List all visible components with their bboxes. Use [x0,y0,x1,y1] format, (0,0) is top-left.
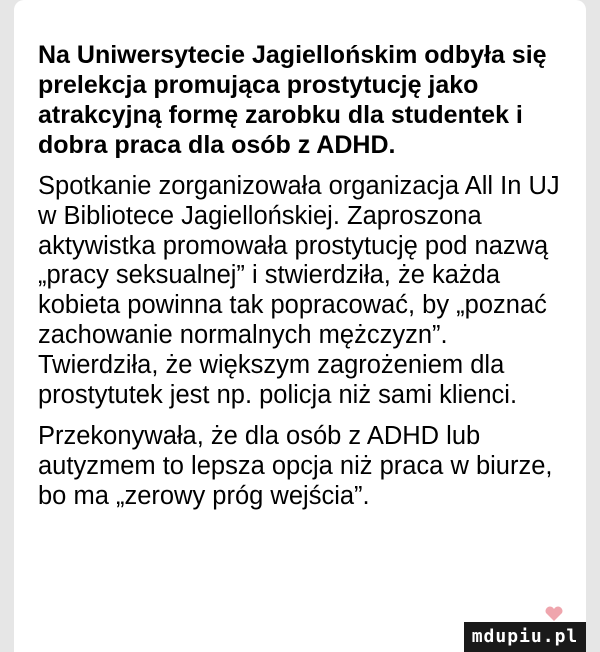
post-content [38,40,568,512]
watermark-logo[interactable]: mdupiu.pl [464,622,586,652]
post-paragraph-1: Spotkanie zorganizowała organizacja All In UJ w Bibliotece Jagiellońskiej. Zaproszona aktywistka promowała prostytucję pod nazwą „pracy seksualnej” i stwierdziła, że każda kobieta powinna tak popracować, by „poznać zachowanie normalnych mężczyzn”. Twierdziła, że większym zagrożeniem dla prostytutek jest np. policja niż sami klienci. [38,172,560,409]
heart-icon [544,606,564,622]
post-card [14,0,586,652]
post-headline: Na Uniwersytecie Jagiellońskim odbyła się prelekcja promująca prostytucję jako atrakcyjną formę zarobku dla studentek i dobra praca dla osób z ADHD. [38,41,547,159]
post-paragraph-2: Przekonywała, że dla osób z ADHD lub autyzmem to lepsza opcja niż praca w biurze, bo ma „zerowy próg wejścia”. [38,422,553,510]
